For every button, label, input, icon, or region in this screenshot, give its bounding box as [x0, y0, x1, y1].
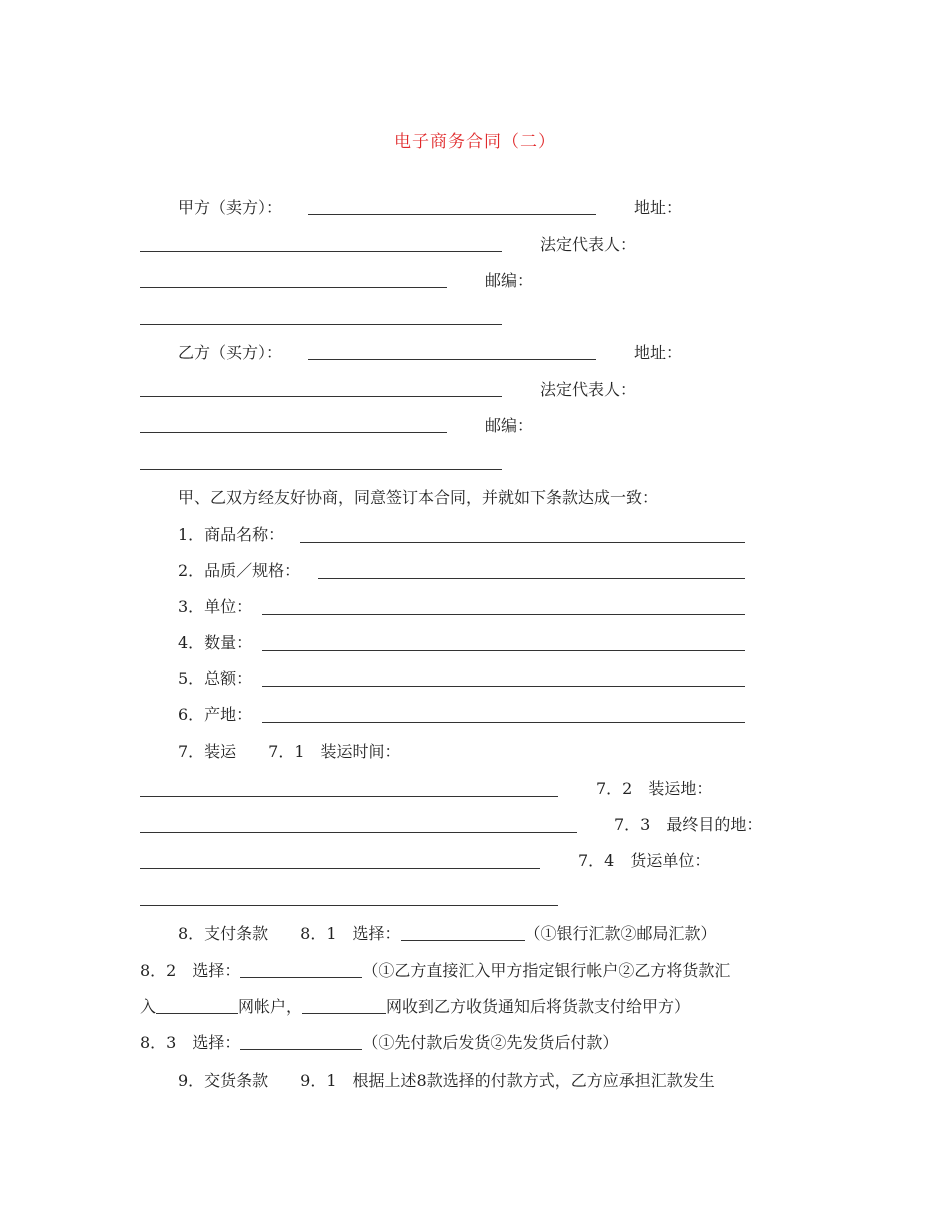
shipping-heading: 7．装运 7．1 装运时间：: [178, 742, 401, 761]
payment-82-cont-c: 网收到乙方收货通知后将货款支付给甲方）: [386, 997, 691, 1016]
payment-82-label: 8．2 选择：: [140, 961, 241, 980]
payment-83-blank: [240, 1033, 362, 1050]
payment-81-blank: [401, 924, 525, 941]
party-b-rep-line: [140, 432, 447, 433]
item-quantity-label: 4．数量：: [178, 633, 253, 652]
item-quantity-line: [262, 650, 745, 651]
item-total-label: 5．总额：: [178, 669, 253, 688]
payment-83-options: （①先付款后发货②先发货后付款）: [362, 1033, 619, 1052]
shipping-time-line: [140, 796, 558, 797]
payment-82: [140, 961, 730, 981]
party-a-address-line: [140, 251, 502, 252]
party-a-rep-label: 法定代表人：: [540, 235, 637, 254]
party-b-label: 乙方（买方）：: [178, 343, 283, 362]
shipping-carrier-label: 7．4 货运单位：: [578, 851, 711, 870]
party-a-address-label: 地址：: [634, 198, 683, 217]
payment-82-blank-website: [156, 997, 238, 1014]
intro-text: 甲、乙双方经友好协商，同意签订本合同，并就如下条款达成一致：: [178, 488, 659, 507]
payment-83-label: 8．3 选择：: [140, 1033, 241, 1052]
party-a-rep-line: [140, 287, 447, 288]
party-a-postcode-label: 邮编：: [485, 271, 534, 290]
payment-81-label: 8．支付条款 8．1 选择：: [178, 924, 401, 943]
party-b-rep-label: 法定代表人：: [540, 380, 637, 399]
shipping-destination-line: [140, 868, 540, 869]
party-a-label: 甲方（卖方）：: [178, 198, 283, 217]
payment-83: [140, 1033, 618, 1053]
payment-82-continued: [140, 997, 690, 1017]
shipping-place-line: [140, 832, 577, 833]
document-title: 电子商务合同（二）: [394, 132, 556, 152]
party-b-address-line: [140, 396, 502, 397]
item-origin-label: 6．产地：: [178, 705, 253, 724]
shipping-carrier-line: [140, 905, 558, 906]
payment-82-options: （①乙方直接汇入甲方指定银行帐户②乙方将货款汇: [362, 961, 731, 980]
item-total-line: [262, 686, 745, 687]
payment-82-blank-website-2: [302, 997, 386, 1014]
item-origin-line: [262, 722, 745, 723]
item-unit-label: 3．单位：: [178, 597, 253, 616]
item-unit-line: [262, 614, 745, 615]
party-b-postcode-line: [140, 469, 502, 470]
party-a-postcode-line: [140, 324, 502, 325]
party-b-address-label: 地址：: [634, 343, 683, 362]
party-a-name-line: [308, 214, 596, 215]
payment-82-blank: [240, 961, 362, 978]
item-product-name-line: [300, 542, 745, 543]
item-quality-spec-line: [318, 578, 745, 579]
item-quality-spec-label: 2．品质／规格：: [178, 561, 301, 580]
shipping-destination-label: 7．3 最终目的地：: [614, 815, 763, 834]
shipping-place-label: 7．2 装运地：: [596, 779, 713, 798]
payment-81-options: （①银行汇款②邮局汇款）: [524, 924, 717, 943]
delivery-clause: 9．交货条款 9．1 根据上述8款选择的付款方式，乙方应承担汇款发生: [178, 1071, 715, 1090]
payment-82-cont-a: 入: [140, 997, 157, 1016]
item-product-name-label: 1．商品名称：: [178, 525, 285, 544]
party-b-name-line: [308, 359, 596, 360]
payment-81: [178, 924, 717, 944]
party-b-postcode-label: 邮编：: [485, 416, 534, 435]
payment-82-cont-b: 网帐户，: [238, 997, 303, 1016]
